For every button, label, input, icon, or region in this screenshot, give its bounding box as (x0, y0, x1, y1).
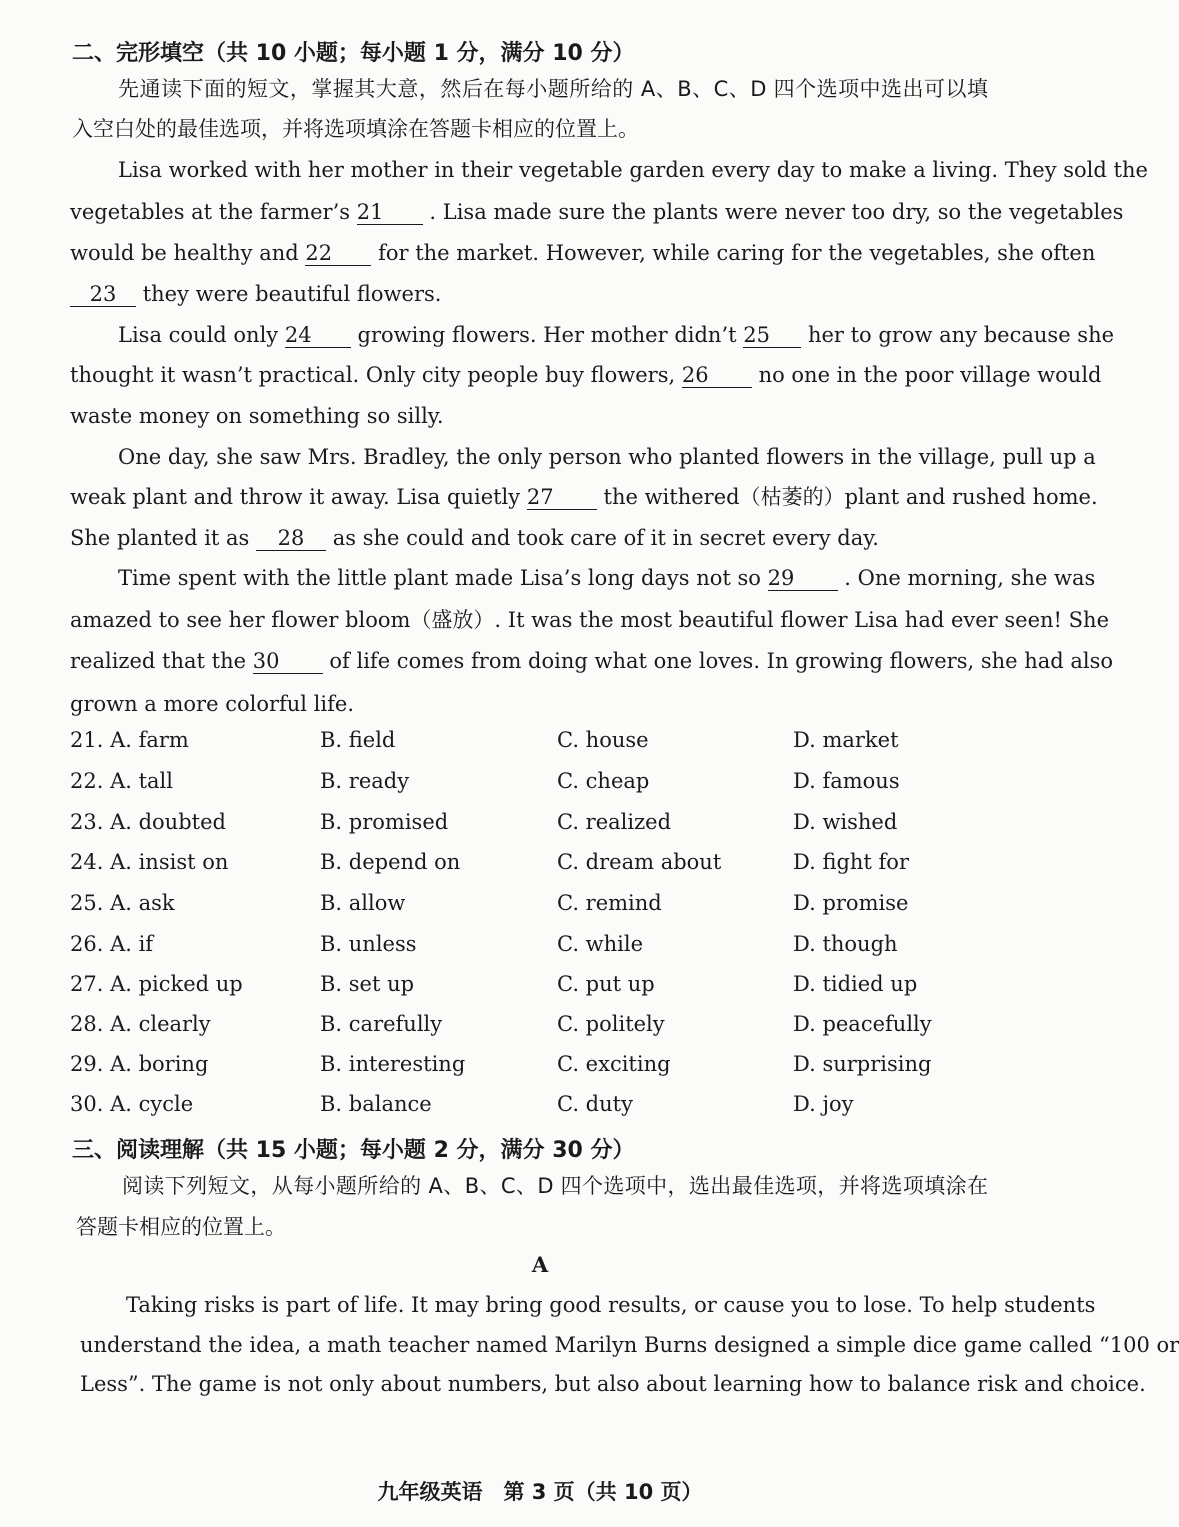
option-a: 29. A. boring (70, 1052, 209, 1076)
blank-24: 24 (285, 323, 351, 348)
option-d: D. tidied up (793, 972, 918, 996)
passage-p1-line4 (70, 279, 441, 309)
option-c: C. realized (557, 810, 672, 834)
blank-23: 23 (70, 282, 136, 307)
text: as she could and took care of it in secret every day. (332, 526, 879, 550)
passage-p1-line1: Lisa worked with her mother in their vegetable garden every day to make a living. They sold the (118, 158, 1148, 182)
passage-p2-line2 (70, 360, 1102, 390)
blank-25: 25 (743, 323, 801, 348)
option-c: C. put up (557, 972, 655, 996)
passage-p4-line1 (118, 563, 1096, 593)
section-3-heading: 三、阅读理解（共 15 小题；每小题 2 分，满分 30 分） (72, 1138, 635, 1163)
text: of life comes from doing what one loves. In growing flowers, she had also (329, 649, 1114, 673)
passage-a-line1: Taking risks is part of life. It may bring good results, or cause you to lose. To help students (126, 1293, 1096, 1317)
text: . One morning, she was (844, 566, 1096, 590)
option-d: D. though (793, 932, 898, 956)
section-2-instructions-line2: 入空白处的最佳选项，并将选项填涂在答题卡相应的位置上。 (72, 117, 639, 141)
blank-30: 30 (253, 649, 323, 674)
passage-a-line2: understand the idea, a math teacher named Marilyn Burns designed a simple dice game called “100 or (80, 1333, 1179, 1357)
option-c: C. while (557, 932, 644, 956)
passage-a-line3: Less”. The game is not only about numbers, but also about learning how to balance risk and choice. (80, 1372, 1146, 1396)
option-b: B. carefully (320, 1012, 443, 1036)
blank-27: 27 (527, 485, 597, 510)
option-b: B. field (320, 728, 396, 752)
option-a: 23. A. doubted (70, 810, 226, 834)
passage-a-label: A (531, 1252, 549, 1277)
option-row-22 (70, 769, 990, 801)
option-d: D. market (793, 728, 899, 752)
section-2-instructions-line1: 先通读下面的短文，掌握其大意，然后在每小题所给的 A、B、C、D 四个选项中选出可以填 (118, 77, 989, 101)
text: Lisa could only (118, 323, 279, 347)
passage-p2-line1 (118, 320, 1115, 350)
passage-p4-line3 (70, 646, 1114, 676)
option-d: D. joy (793, 1092, 854, 1116)
passage-p3-line3 (70, 523, 879, 553)
text: no one in the poor village would (758, 363, 1102, 387)
option-d: D. fight for (793, 850, 909, 874)
option-row-27 (70, 972, 990, 1004)
blank-29: 29 (768, 566, 838, 591)
option-row-30 (70, 1092, 990, 1124)
option-a: 25. A. ask (70, 891, 175, 915)
text: thought it wasn’t practical. Only city people buy flowers, (70, 363, 676, 387)
page-footer: 九年级英语 第 3 页（共 10 页） (377, 1480, 703, 1504)
option-b: B. interesting (320, 1052, 466, 1076)
blank-21: 21 (357, 200, 423, 225)
section-3-instructions-line2: 答题卡相应的位置上。 (76, 1215, 286, 1239)
passage-p4-line4: grown a more colorful life. (70, 692, 354, 716)
option-row-23 (70, 810, 990, 842)
option-b: B. set up (320, 972, 415, 996)
option-b: B. unless (320, 932, 417, 956)
passage-p3-line1: One day, she saw Mrs. Bradley, the only person who planted flowers in the village, pull up a (118, 445, 1096, 469)
option-row-26 (70, 932, 990, 964)
option-a: 24. A. insist on (70, 850, 229, 874)
section-2-heading: 二、完形填空（共 10 小题；每小题 1 分，满分 10 分） (72, 41, 635, 66)
option-row-24 (70, 850, 990, 882)
passage-p1-line2 (70, 197, 1124, 227)
text: realized that the (70, 649, 247, 673)
option-d: D. famous (793, 769, 900, 793)
passage-p1-line3 (70, 238, 1096, 268)
text: for the market. However, while caring for the vegetables, she often (378, 241, 1096, 265)
passage-p3-line2 (70, 482, 1098, 512)
option-a: 30. A. cycle (70, 1092, 194, 1116)
option-b: B. promised (320, 810, 449, 834)
blank-26: 26 (682, 363, 752, 388)
option-c: C. politely (557, 1012, 665, 1036)
text: Time spent with the little plant made Lisa’s long days not so (118, 566, 761, 590)
option-a: 26. A. if (70, 932, 154, 956)
option-row-29 (70, 1052, 990, 1084)
option-c: C. house (557, 728, 649, 752)
option-a: 27. A. picked up (70, 972, 243, 996)
passage-p4-line2: amazed to see her flower bloom（盛放）. It was the most beautiful flower Lisa had ever seen! She (70, 608, 1110, 632)
option-c: C. exciting (557, 1052, 671, 1076)
text: . Lisa made sure the plants were never too dry, so the vegetables (429, 200, 1124, 224)
text: would be healthy and (70, 241, 299, 265)
option-row-21 (70, 728, 990, 760)
option-d: D. wished (793, 810, 898, 834)
option-row-25 (70, 891, 990, 923)
option-a: 28. A. clearly (70, 1012, 211, 1036)
section-3-instructions-line1: 阅读下列短文，从每小题所给的 A、B、C、D 四个选项中，选出最佳选项，并将选项填涂在 (122, 1174, 988, 1198)
text: growing flowers. Her mother didn’t (357, 323, 737, 347)
option-d: D. promise (793, 891, 909, 915)
option-c: C. duty (557, 1092, 633, 1116)
option-a: 21. A. farm (70, 728, 189, 752)
blank-22: 22 (305, 241, 371, 266)
option-d: D. surprising (793, 1052, 932, 1076)
option-a: 22. A. tall (70, 769, 173, 793)
text: weak plant and throw it away. Lisa quietly (70, 485, 521, 509)
option-b: B. balance (320, 1092, 432, 1116)
text: vegetables at the farmer’s (70, 200, 351, 224)
text: the withered（枯萎的）plant and rushed home. (603, 485, 1098, 509)
option-c: C. dream about (557, 850, 722, 874)
option-row-28 (70, 1012, 990, 1044)
option-b: B. depend on (320, 850, 461, 874)
text: She planted it as (70, 526, 250, 550)
option-b: B. ready (320, 769, 410, 793)
option-d: D. peacefully (793, 1012, 932, 1036)
text: they were beautiful flowers. (142, 282, 442, 306)
option-c: C. cheap (557, 769, 650, 793)
option-c: C. remind (557, 891, 662, 915)
option-b: B. allow (320, 891, 406, 915)
blank-28: 28 (256, 526, 326, 551)
passage-p2-line3: waste money on something so silly. (70, 404, 444, 428)
text: her to grow any because she (807, 323, 1115, 347)
